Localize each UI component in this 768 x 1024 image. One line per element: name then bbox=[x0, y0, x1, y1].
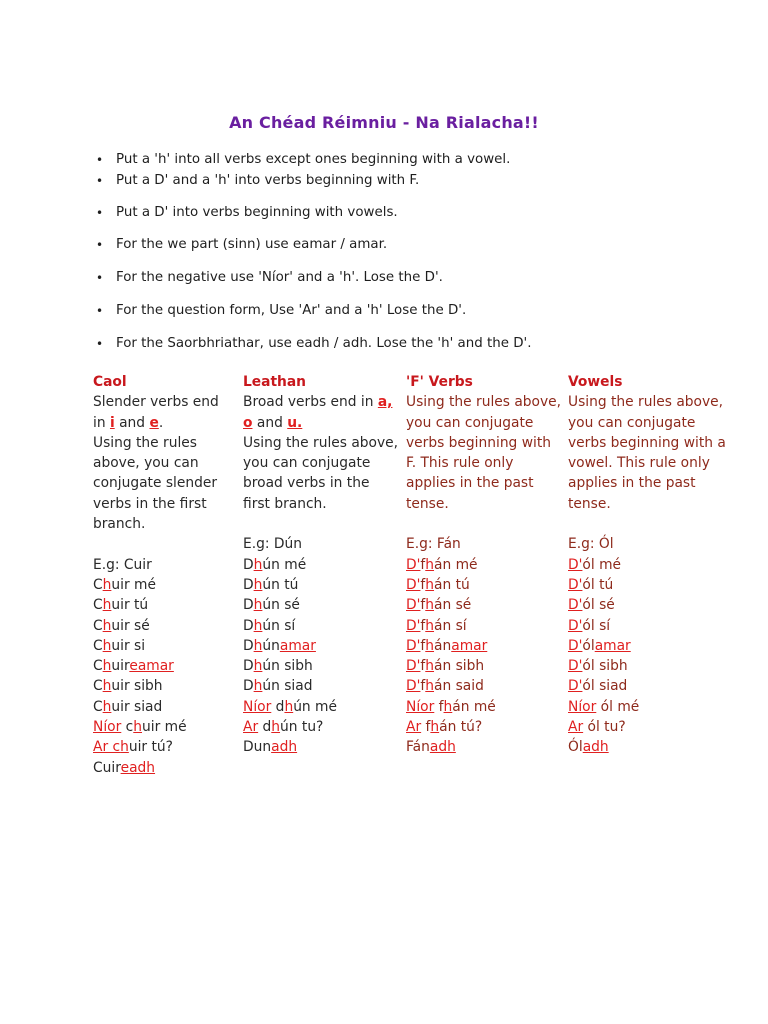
conjugation-row: D'ól siad bbox=[568, 678, 628, 695]
example-verb: E.g: Cuir bbox=[93, 556, 152, 573]
conjugation-row: D'ól sí bbox=[568, 617, 611, 634]
description-line: first branch. bbox=[243, 495, 327, 512]
column-heading: Leathan bbox=[243, 374, 307, 390]
description-line: verbs beginning with a bbox=[568, 434, 726, 451]
conjugation-row: D'ól tú bbox=[568, 576, 614, 593]
conjugation-row: Chuir si bbox=[93, 637, 146, 654]
column-heading: Caol bbox=[93, 374, 127, 390]
conjugation-row: D'fhánamar bbox=[406, 637, 488, 654]
column-heading: 'F' Verbs bbox=[406, 374, 473, 390]
description-line: tense. bbox=[568, 495, 611, 512]
description-line: above, you can bbox=[93, 455, 199, 472]
conjugation-row: Chuir sibh bbox=[93, 678, 163, 695]
description-line: you can conjugate bbox=[406, 414, 534, 431]
example-verb: E.g: Fán bbox=[406, 536, 461, 553]
conjugation-row: Chuir tú bbox=[93, 597, 149, 614]
rule-item: • For the question form, Use 'Ar' and a 'h' Lose the D'. bbox=[116, 301, 466, 321]
description-line: Broad verbs end in a, bbox=[243, 394, 393, 411]
conjugation-row: Dhún tú bbox=[243, 576, 299, 593]
page-title: An Chéad Réimniu - Na Rialacha!! bbox=[229, 113, 539, 132]
conjugation-row: Chuireamar bbox=[93, 658, 174, 675]
description-line: in i and e. bbox=[93, 414, 164, 431]
saorbhriathar-row: Cuireadh bbox=[93, 759, 156, 776]
conjugation-row: Dhún sibh bbox=[243, 658, 313, 675]
description-line: Using the rules bbox=[93, 434, 197, 451]
conjugation-row: D'fhán tú bbox=[406, 576, 470, 593]
rule-item: • Put a 'h' into all verbs except ones beginning with a vowel. bbox=[116, 150, 510, 170]
description-line: o and u. bbox=[243, 414, 303, 431]
description-line: verbs beginning with bbox=[406, 434, 551, 451]
conjugation-row: D'fhán mé bbox=[406, 556, 478, 573]
negative-row: Níor chuir mé bbox=[93, 719, 187, 736]
example-verb: E.g: Dún bbox=[243, 536, 303, 553]
conjugation-row: D'fhán said bbox=[406, 678, 484, 695]
conjugation-row: Dhún sé bbox=[243, 597, 300, 614]
question-row: Ar ól tu? bbox=[568, 719, 626, 736]
description-line: vowel. This rule only bbox=[568, 455, 710, 472]
conjugation-row: D'fhán sé bbox=[406, 597, 472, 614]
conjugation-row: Dhúnamar bbox=[243, 637, 316, 654]
description-line: conjugate slender bbox=[93, 475, 218, 492]
description-line: Using the rules above, bbox=[243, 434, 399, 451]
description-line: you can conjugate bbox=[243, 455, 371, 472]
conjugation-row: D'fhán sí bbox=[406, 617, 467, 634]
negative-row: Níor ól mé bbox=[568, 698, 640, 715]
rule-item: • For the we part (sinn) use eamar / amar. bbox=[116, 235, 387, 255]
description-line: F. This rule only bbox=[406, 455, 514, 472]
column-leathan bbox=[243, 372, 405, 758]
description-line: you can conjugate bbox=[568, 414, 696, 431]
negative-row: Níor dhún mé bbox=[243, 698, 337, 715]
saorbhriathar-row: Fánadh bbox=[406, 739, 456, 756]
conjugation-row: D'ól sé bbox=[568, 597, 615, 614]
conjugation-row: D'fhán sibh bbox=[406, 658, 485, 675]
saorbhriathar-row: Dunadh bbox=[243, 739, 298, 756]
column-vowels bbox=[568, 372, 730, 758]
conjugation-row: D'ól sibh bbox=[568, 658, 628, 675]
conjugation-row: Chuir mé bbox=[93, 576, 156, 593]
conjugation-row: Chuir siad bbox=[93, 698, 163, 715]
rule-item: • For the negative use 'Níor' and a 'h'. Lose the D'. bbox=[116, 268, 443, 288]
column-heading: Vowels bbox=[568, 374, 623, 390]
conjugation-row: D'ól mé bbox=[568, 556, 622, 573]
conjugation-row: Dhún sí bbox=[243, 617, 296, 634]
description-line: branch. bbox=[93, 516, 146, 533]
description-line: Using the rules above, bbox=[568, 394, 724, 411]
example-verb: E.g: Ól bbox=[568, 536, 614, 553]
description-line: Slender verbs end bbox=[93, 394, 219, 411]
description-line: broad verbs in the bbox=[243, 475, 370, 492]
column-f-verbs bbox=[406, 372, 568, 758]
rule-item: • Put a D' into verbs beginning with vowels. bbox=[116, 203, 398, 223]
saorbhriathar-row: Óladh bbox=[568, 739, 609, 756]
description-line: Using the rules above, bbox=[406, 394, 562, 411]
question-row: Ar fhán tú? bbox=[406, 719, 483, 736]
question-row: Ar dhún tu? bbox=[243, 719, 324, 736]
rule-item: • For the Saorbhriathar, use eadh / adh. Lose the 'h' and the D'. bbox=[116, 334, 531, 354]
description-line: applies in the past bbox=[568, 475, 696, 492]
negative-row: Níor fhán mé bbox=[406, 698, 496, 715]
description-line: applies in the past bbox=[406, 475, 534, 492]
conjugation-row: Chuir sé bbox=[93, 617, 150, 634]
description-line: verbs in the first bbox=[93, 495, 207, 512]
conjugation-row: Dhún siad bbox=[243, 678, 313, 695]
question-row: Ar chuir tú? bbox=[93, 739, 173, 756]
description-line: tense. bbox=[406, 495, 449, 512]
conjugation-row: Dhún mé bbox=[243, 556, 307, 573]
column-caol bbox=[93, 372, 255, 778]
rule-item: • Put a D' and a 'h' into verbs beginning with F. bbox=[116, 171, 419, 191]
conjugation-row: D'ólamar bbox=[568, 637, 631, 654]
